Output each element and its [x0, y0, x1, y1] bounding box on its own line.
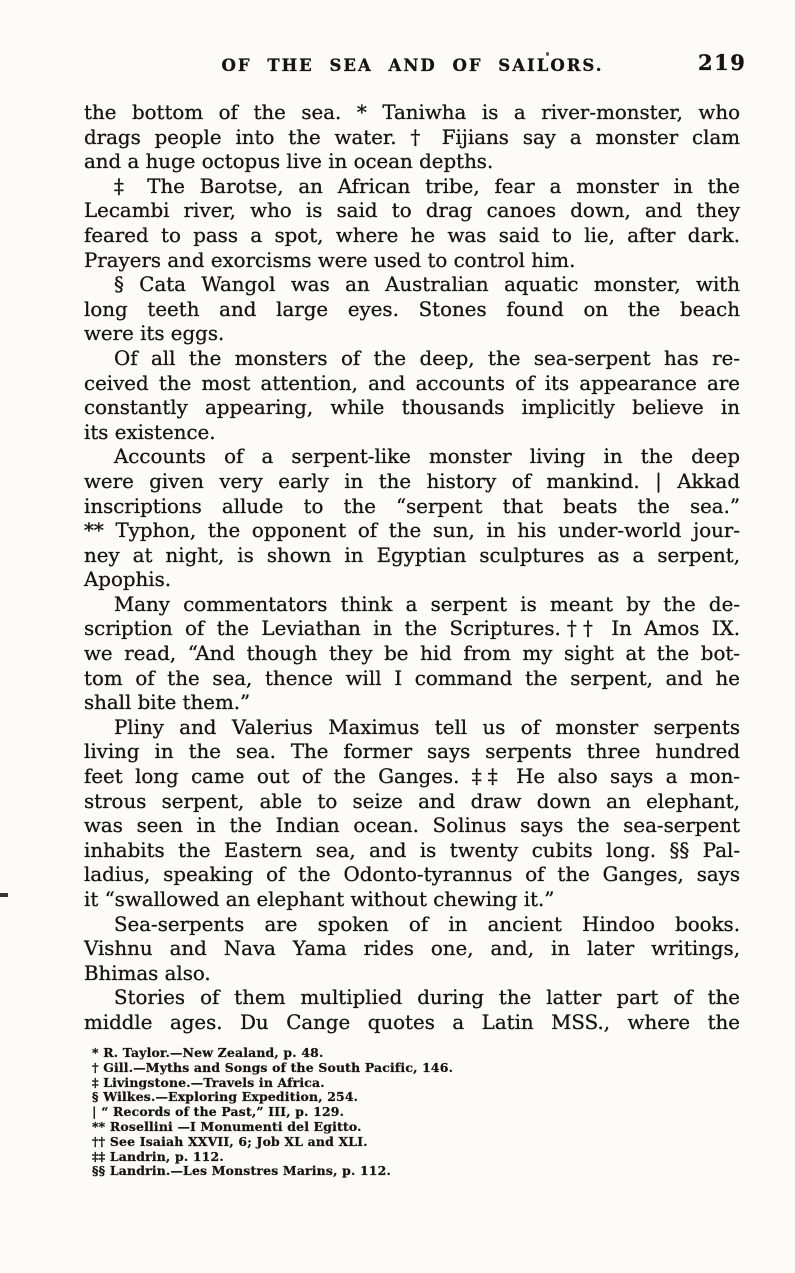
text-line: were given very early in the history of mankind. | Akkad — [84, 469, 740, 493]
text-line: ney at night, is shown in Egyptian sculptures as a serpent, — [84, 543, 740, 567]
text-line: ‡ The Barotse, an African tribe, fear a monster in the — [114, 174, 740, 198]
text-line: § Cata Wangol was an Australian aquatic monster, with — [114, 273, 740, 297]
text-line: Accounts of a serpent-like monster living in the deep — [114, 445, 740, 469]
text-line: constantly appearing, while thousands implicitly believe in — [84, 396, 740, 420]
text-line: its existence. — [84, 420, 216, 444]
footnote-line: §§ Landrin.—Les Monstres Marins, p. 112. — [92, 1163, 391, 1179]
text-line: the bottom of the sea. * Taniwha is a river-monster, who — [84, 101, 740, 124]
text-line: Of all the monsters of the deep, the sea-serpent has re- — [114, 346, 740, 370]
running-title: OF THE SEA AND OF SAILORS. — [221, 56, 604, 75]
text-line: ceived the most attention, and accounts of its appearance are — [84, 371, 740, 395]
text-line: Vishnu and Nava Yama rides one, and, in later writings, — [84, 937, 740, 961]
footnote-line: § Wilkes.—Exploring Expedition, 254. — [92, 1089, 359, 1105]
footnote-line: | “ Records of the Past,” III, p. 129. — [92, 1104, 345, 1120]
text-line: was seen in the Indian ocean. Solinus says the sea-serpent — [84, 814, 740, 838]
text-line: Apophis. — [84, 568, 172, 592]
text-line: scription of the Leviathan in the Scriptures.†† In Amos IX. — [84, 617, 740, 641]
text-line: living in the sea. The former says serpents three hundred — [84, 740, 740, 764]
text-line: long teeth and large eyes. Stones found on the beach — [84, 297, 740, 321]
text-line: and a huge octopus live in ocean depths. — [84, 150, 494, 174]
footnote-line: ‡ Livingstone.—Travels in Africa. — [92, 1074, 325, 1090]
text-line: Prayers and exorcisms were used to control him. — [84, 248, 576, 272]
text-line: shall bite them.” — [84, 691, 251, 715]
text-line: feared to pass a spot, where he was said to lie, after dark. — [84, 223, 740, 247]
footnote-line: * R. Taylor.—New Zealand, p. 48. — [92, 1045, 324, 1060]
text-line: were its eggs. — [84, 322, 225, 346]
text-line: Stories of them multiplied during the latter part of the — [114, 986, 740, 1010]
footnote-line: †† See Isaiah XXVII, 6; Job XL and XLI. — [92, 1133, 368, 1149]
footnote-line: † Gill.—Myths and Songs of the South Pacific, 146. — [92, 1059, 454, 1075]
text-line: middle ages. Du Cange quotes a Latin MSS., where the — [84, 1010, 740, 1034]
text-line: it “swallowed an elephant without chewing it.” — [84, 888, 555, 911]
text-line: we read, “And though they be hid from my sight at the bot- — [84, 642, 740, 666]
page-number: 219 — [698, 50, 747, 75]
text-line: drags people into the water. † Fijians say a monster clam — [84, 125, 740, 149]
text-line: Many commentators think a serpent is meant by the de- — [114, 592, 740, 616]
text-line: inhabits the Eastern sea, and is twenty cubits long. §§ Pal- — [84, 838, 740, 862]
text-line: inscriptions allude to the “serpent that beats the sea.” — [84, 494, 740, 518]
text-line: tom of the sea, thence will I command the serpent, and he — [84, 666, 740, 690]
text-line: strous serpent, able to seize and draw down an elephant, — [84, 789, 740, 813]
text-line: feet long came out of the Ganges. ‡‡ He also says a mon- — [84, 765, 740, 789]
text-line: Sea-serpents are spoken of in ancient Hindoo books. — [114, 912, 740, 936]
scan-edge-mark-artifact — [0, 893, 8, 897]
footnotes — [92, 1046, 712, 1179]
footnote-line: ** Rosellini —I Monumenti del Egitto. — [92, 1118, 362, 1134]
footnote-line: ‡‡ Landrin, p. 112. — [92, 1148, 224, 1164]
text-line: Bhimas also. — [84, 961, 211, 985]
scan-speck-artifact — [546, 52, 549, 56]
text-line: ** Typhon, the opponent of the sun, in his under-world jour- — [84, 519, 740, 543]
text-line: Pliny and Valerius Maximus tell us of monster serpents — [114, 715, 740, 739]
text-line: ladius, speaking of the Odonto-tyrannus of the Ganges, says — [84, 863, 740, 887]
text-line: Lecambi river, who is said to drag canoes down, and they — [84, 199, 740, 223]
body-text — [84, 101, 740, 1036]
